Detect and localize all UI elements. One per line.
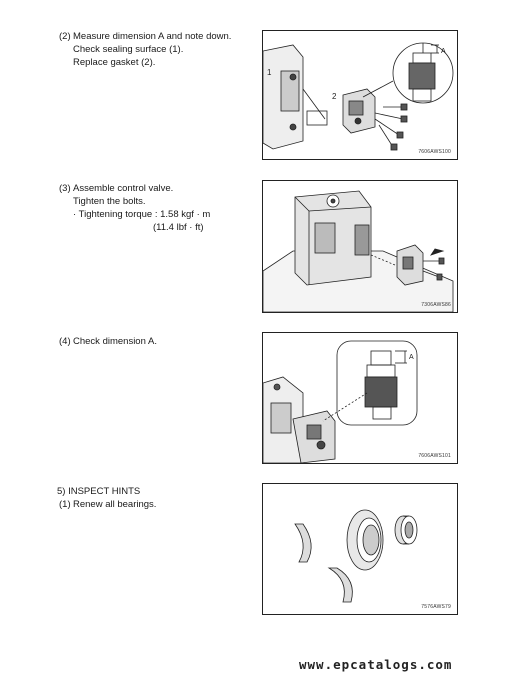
step-2-text [59,30,231,69]
watermark-url[interactable]: www.epcatalogs.com [299,657,453,672]
step-2-line3: Replace gasket (2). [73,57,156,68]
step-3-line2: Tighten the bolts. [73,196,146,207]
step-3-line3: · Tightening torque : 1.58 kgf · m [73,209,211,220]
section-5-text [57,485,156,511]
figure-3-drawing [263,333,457,463]
figure-assemble-control-valve [262,180,458,313]
figure-2-code: 7306AWS86 [421,302,451,308]
figure-bearings [262,483,458,615]
figure-4-drawing [263,484,457,614]
figure-1-code: 7606AWS100 [418,149,451,155]
figure-4-code: 7576AWS79 [421,604,451,610]
section-5-heading: 5) INSPECT HINTS [57,486,141,497]
section-5-line1: Renew all bearings. [73,499,157,510]
figure-1-label-1: 1 [267,68,272,77]
step-4-text [59,335,157,348]
step-2-line2: Check sealing surface (1). [73,44,184,55]
step-3-text [59,182,210,234]
figure-check-dimension [262,332,458,464]
step-3-line1: Assemble control valve. [73,183,174,194]
figure-3-code: 7606AWS101 [418,453,451,459]
figure-1-label-2: 2 [332,92,337,101]
step-3-number: (3) [59,183,71,194]
figure-1-callout-a: A [441,48,446,55]
section-5-step-number: (1) [59,499,71,510]
figure-1-drawing [263,31,457,159]
figure-measure-dimension [262,30,458,160]
step-2-line1: Measure dimension A and note down. [73,31,232,42]
step-3-line4: (11.4 lbf · ft) [153,222,204,233]
step-4-line1: Check dimension A. [73,336,157,347]
step-4-number: (4) [59,336,71,347]
figure-3-callout-a: A [409,354,414,361]
step-2-number: (2) [59,31,71,42]
figure-2-drawing [263,181,457,312]
